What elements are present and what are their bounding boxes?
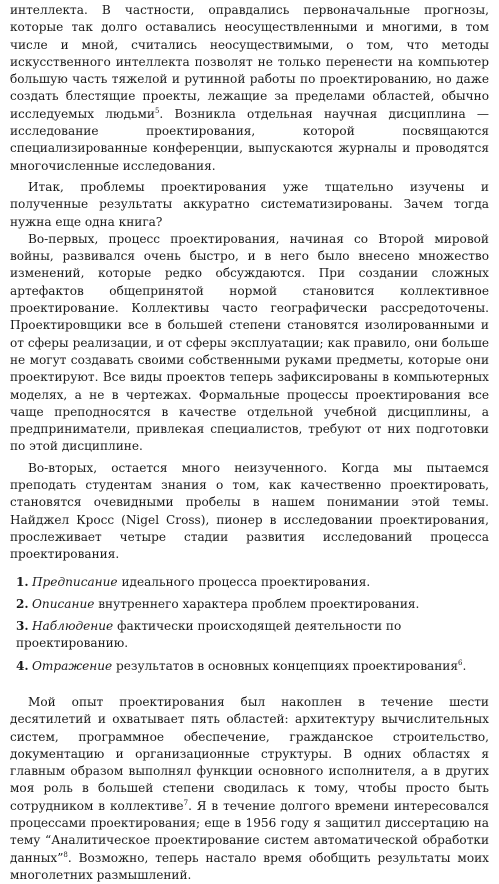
paragraph-ai-research (10, 2, 489, 175)
paragraph-text: Мой опыт проектирования был накоплен в течение шести десятилетий и охватывает пять областей: архитектуру вычислительных систем, программное обеспечение, гражданское строительство, документацию и организационные структуры. В одних областях я главным образом выполнял функции основного исполнителя, а в других моя роль в большей степени сводилась к тому, чтобы просто быть сотрудником в коллективе (10, 694, 489, 813)
list-item-number: 4. (16, 658, 29, 673)
footnote-ref[interactable]: 6 (457, 658, 463, 667)
list-item-text: идеального процесса проектирования. (117, 574, 371, 589)
design-research-stages-list (10, 574, 489, 675)
list-item-text: результатов в основных концепциях проектирования (112, 658, 458, 673)
paragraph-why-book: Итак, проблемы проектирования уже тщательно изучены и полученные результаты аккуратно систематизированы. Зачем тогда нужна еще одна книга? (10, 179, 489, 229)
list-item-term: Предписание (32, 574, 118, 589)
paragraph-text-tail: . Возможно, теперь настало время обобщить результаты моих многолетних размышлений. (10, 850, 489, 882)
paragraph-text: интеллекта. В частности, оправдались первоначальные прогнозы, которые так долго оставались неосуществленными и многими, в том числе и мной, считались неосуществимыми, о том, что методы искусственного интеллекта позволят не только перенести на компьютер большую часть тяжелой и рутинной работы по проектированию, но даже создать блестящие проекты, лежащие за пределами областей, обычно исследуемых людьми (10, 3, 489, 121)
list-item-tail: . (462, 658, 467, 673)
list-item-number: 2. (16, 596, 29, 611)
list-item-term: Описание (32, 596, 95, 611)
list-item-text: внутреннего характера проблем проектирования. (94, 596, 420, 611)
list-item (16, 658, 489, 675)
list-item-text: фактически происходящей деятельности по проектированию. (16, 619, 402, 651)
paragraph-text-tail: . Возникла отдельная научная дисциплина — исследование проектирования, которой посвящаются специализированные конференции, выпускаются журналы и проводятся многочисленные исследования. (10, 106, 489, 173)
footnote-ref[interactable]: 7 (183, 798, 189, 807)
list-item-number: 1. (16, 574, 29, 589)
footnote-ref[interactable]: 5 (154, 106, 160, 115)
list-item (16, 574, 489, 591)
list-item (16, 596, 489, 613)
paragraph-firstly: Во-первых, процесс проектирования, начиная со Второй мировой войны, развивался очень быстро, и в него было внесено множество изменений, которые редко обсуждаются. При создании сложных артефактов общепринятой нормой становится коллективное проектирование. Коллективы часто географически рассредоточены. Проектировщики все в большей степени становятся изолированными и от сферы реализации, и от сферы эксплуатации; как правило, они больше не могут создавать своими собственными руками предметы, которые они проектируют. Все виды проектов теперь зафиксированы в компьютерных моделях, а не в чертежах. Формальные процессы проектирования все чаще преподносятся в качестве отдельной учебной дисциплины, а предприниматели, привлекая специалистов, требуют от них подготовки по этой дисциплине. (10, 231, 489, 454)
paragraph-text-mid: . Я в течение долгого времени интересовался процессами проектирования; еще в 1956 году я защитил диссертацию на тему “Аналитическое проектирование систем автоматической обработки данных” (10, 798, 489, 865)
list-item-term: Наблюдение (32, 619, 114, 634)
list-item-number: 3. (16, 619, 29, 634)
list-item-term: Отражение (32, 658, 113, 673)
list-item (16, 618, 489, 653)
paragraph-secondly: Во-вторых, остается много неизученного. Когда мы пытаемся преподать студентам знания о том, как качественно проектировать, становятся очевидными пробелы в нашем понимании этой темы. Найджел Кросс (Nigel Cross), пионер в исследовании проектирования, прослеживает четыре стадии развития исследований процесса проектирования. (10, 460, 489, 562)
book-page (10, 2, 489, 884)
paragraph-my-experience (10, 694, 489, 884)
footnote-ref[interactable]: 8 (63, 850, 68, 859)
